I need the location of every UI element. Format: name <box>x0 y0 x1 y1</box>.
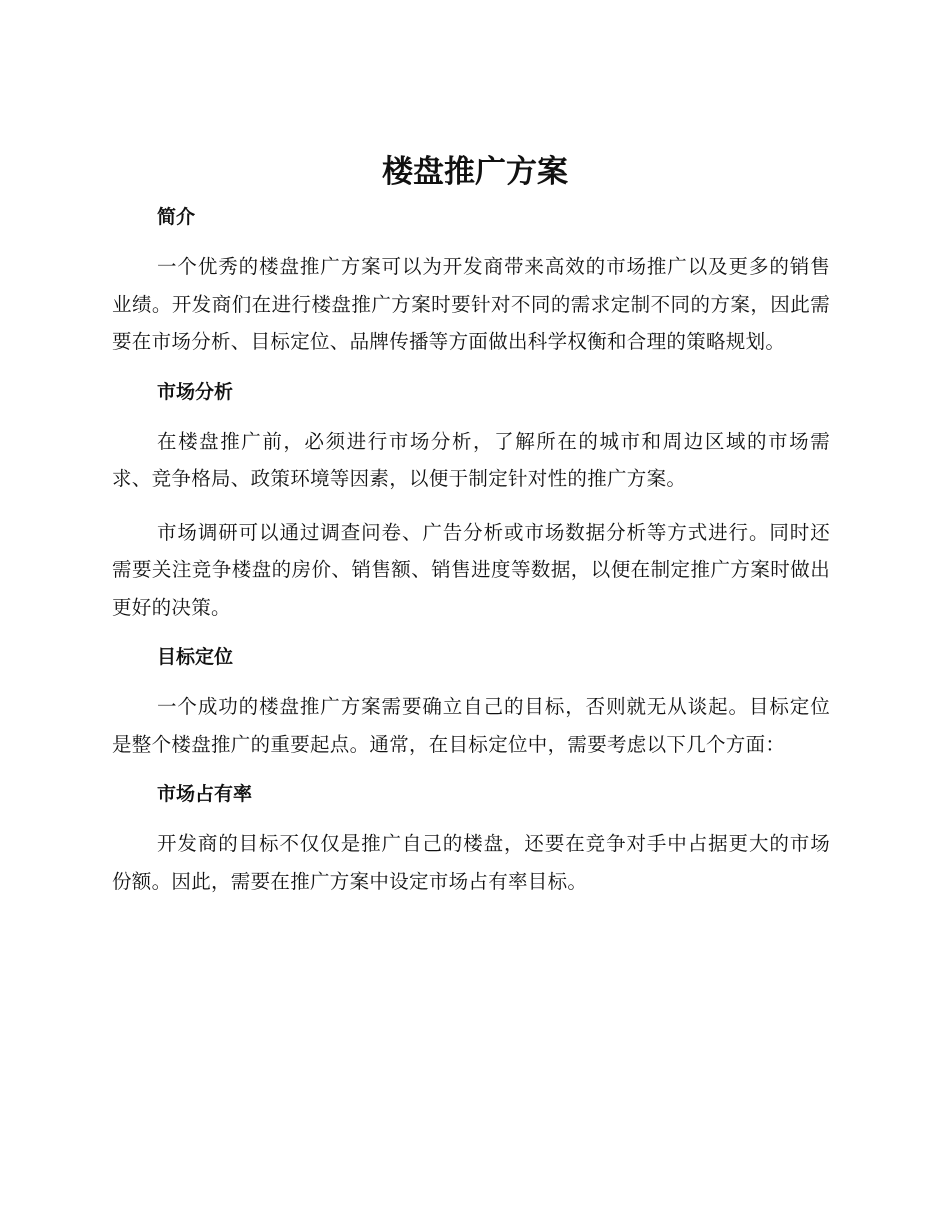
section-heading: 市场分析 <box>157 380 234 403</box>
section-heading: 简介 <box>157 206 196 228</box>
section-market-analysis <box>112 377 830 627</box>
document-title: 楼盘推广方案 <box>382 154 568 190</box>
paragraph: 开发商的目标不仅仅是推广自己的楼盘，还要在竞争对手中占据更大的市场份额。因此，需要在推广方案中设定市场占有率目标。 <box>112 832 830 893</box>
paragraph: 一个优秀的楼盘推广方案可以为开发商带来高效的市场推广以及更多的销售业绩。开发商们在进行楼盘推广方案时要针对不同的需求定制不同的方案，因此需要在市场分析、目标定位、品牌传播等方面做出科学权衡和合理的策略规划。 <box>112 255 830 353</box>
section-heading: 目标定位 <box>157 646 234 668</box>
paragraph: 在楼盘推广前，必须进行市场分析，了解所在的城市和周边区域的市场需求、竞争格局、政策环境等因素，以便于制定针对性的推广方案。 <box>112 429 830 490</box>
paragraph: 一个成功的楼盘推广方案需要确立自己的目标，否则就无从谈起。目标定位是整个楼盘推广的重要起点。通常，在目标定位中，需要考虑以下几个方面： <box>112 695 830 756</box>
section-heading: 市场占有率 <box>157 783 253 805</box>
section-market-share <box>112 779 830 900</box>
document-body <box>112 202 830 916</box>
section-target-positioning <box>112 642 830 763</box>
section-intro <box>112 202 830 361</box>
paragraph: 市场调研可以通过调查问卷、广告分析或市场数据分析等方式进行。同时还需要关注竞争楼盘的房价、销售额、销售进度等数据，以便在制定推广方案时做出更好的决策。 <box>112 520 830 619</box>
